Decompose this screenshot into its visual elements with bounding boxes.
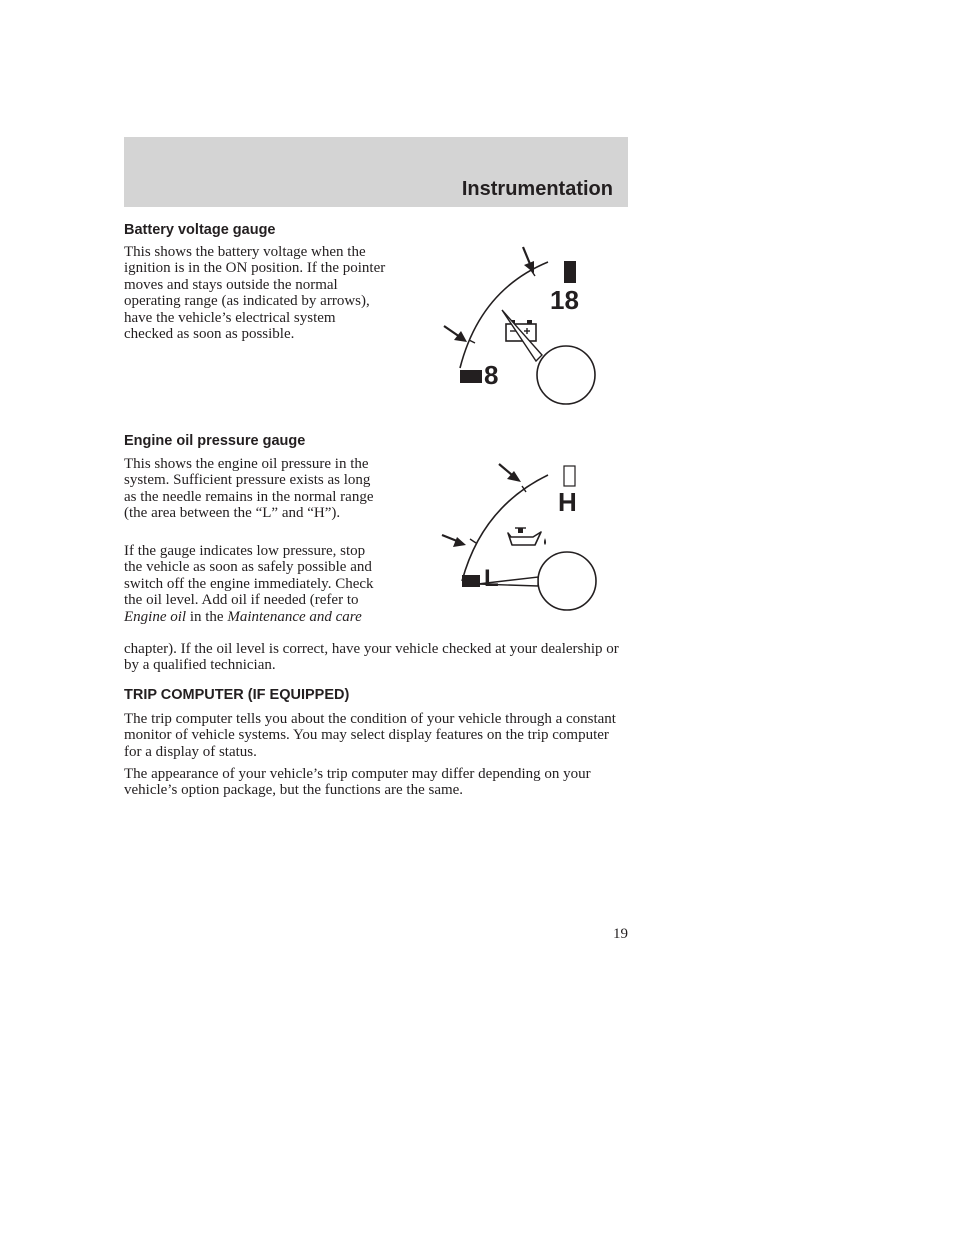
oil-gauge-high-marker [564,466,575,486]
oil-can-icon [508,528,546,545]
oil-gauge-low-label: L [484,565,499,592]
oil-gauge-low-marker [462,575,480,587]
battery-gauge-low-marker [460,370,482,383]
range-arrow-icon [523,247,534,273]
trip-computer-note: The appearance of your vehicle’s trip computer may differ depending on your vehicle’s option package, but the functions are the same. [124,766,591,799]
section-title: Instrumentation [461,178,613,200]
battery-voltage-gauge [440,240,610,410]
battery-gauge-heading: Battery voltage gauge [124,222,276,238]
range-arrow-icon [499,464,521,482]
battery-gauge-low-label: 8 [484,360,499,390]
trip-computer-heading: TRIP COMPUTER (IF EQUIPPED) [124,687,350,703]
range-arrow-icon [444,326,467,342]
oil-gauge-heading: Engine oil pressure gauge [124,433,306,449]
oil-warning-text-start: If the gauge indicates low pressure, stop the vehicle as soon as safely possible and switch off the engine immediately. Check the oil level. Add oil if needed (refer to [124,543,374,609]
battery-gauge-hub [537,346,595,404]
engine-oil-reference: Engine oil [124,608,187,625]
oil-pressure-gauge [440,455,610,625]
battery-gauge-high-label: 18 [550,285,579,315]
battery-gauge-tick [469,340,475,343]
oil-gauge-description: This shows the engine oil pressure in the system. Sufficient pressure exists as long as the needle remains in the normal range (the area between the “L” and “H”). [124,456,374,522]
maintenance-care-reference: Maintenance and care [227,608,362,625]
range-arrow-icon [442,535,466,547]
oil-gauge-warning [124,543,386,625]
oil-gauge-high-label: H [558,487,577,517]
battery-gauge-high-marker [564,261,576,283]
oil-gauge-scale-arc [462,475,548,581]
trip-computer-description: The trip computer tells you about the condition of your vehicle through a constant monitor of vehicle systems. You may select display features on the trip computer for a display of status. [124,711,616,760]
oil-gauge-hub [538,552,596,610]
oil-gauge-tick [470,539,476,543]
oil-warning-text-mid: in the [186,608,228,625]
oil-gauge-warning-end: chapter). If the oil level is correct, have your vehicle checked at your dealership or by a qualified technician. [124,641,619,674]
battery-gauge-description: This shows the battery voltage when the ignition is in the ON position. If the pointer moves and stays outside the normal operating range (as indicated by arrows), have the vehicle’s electrical system checked as soon as possible. [124,244,386,343]
page-number: 19 [613,926,628,942]
header-band [124,137,628,207]
